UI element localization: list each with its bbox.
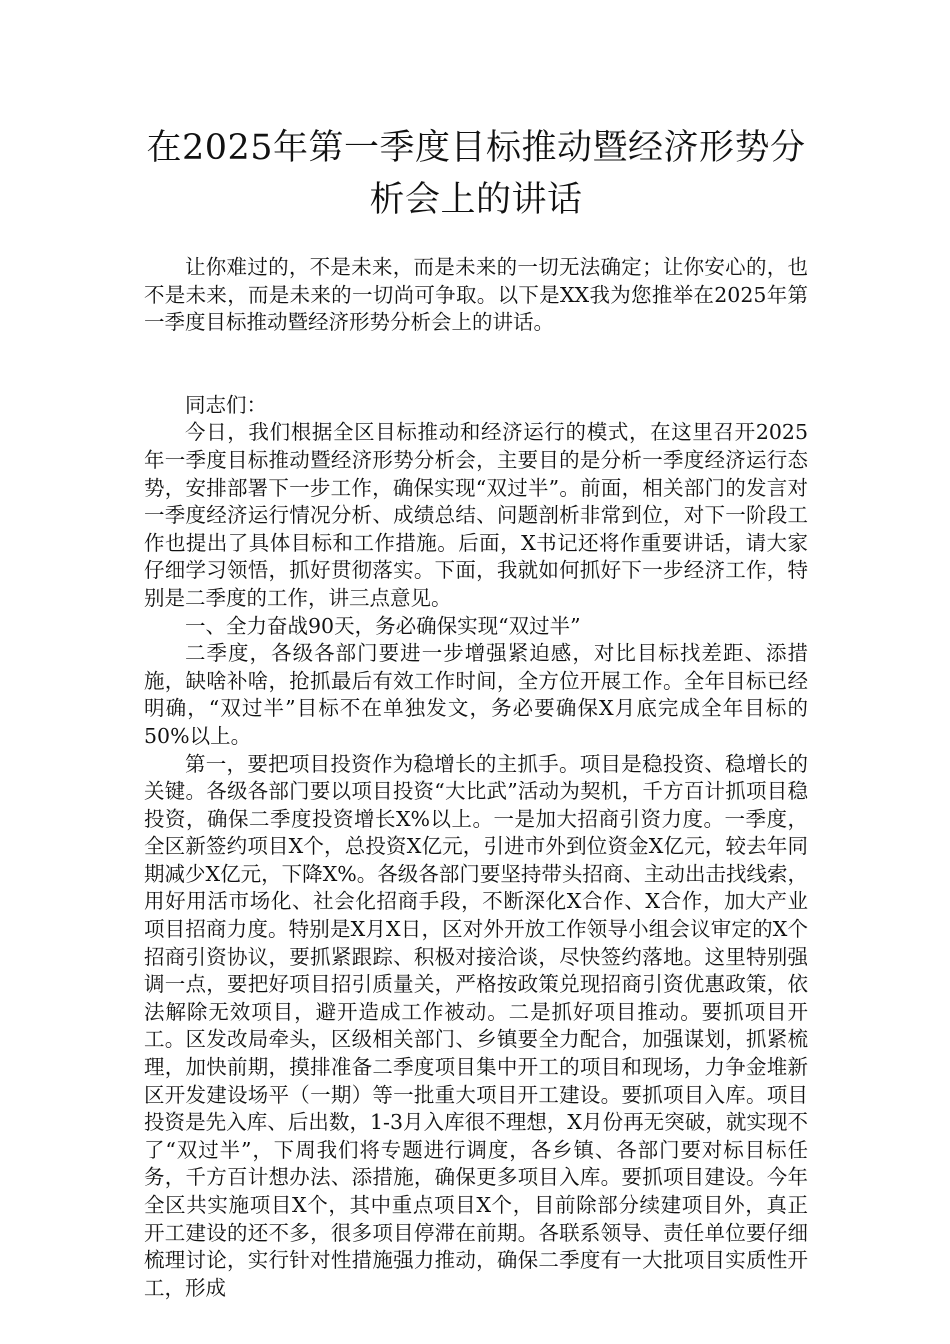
intro-paragraph: 让你难过的，不是未来，而是未来的一切无法确定；让你安心的，也不是未来，而是未来的一切尚可争取。以下是XX我为您推举在2025年第一季度目标推动暨经济形势分析会上的讲话。	[144, 255, 808, 335]
body-paragraph-2: 二季度，各级各部门要进一步增强紧迫感，对比目标找差距、添措施，缺啥补啥，抢抓最后有效工作时间，全方位开展工作。全年目标已经明确，“双过半”目标不在单独发文，务必要确保X月底完成全年目标的50%以上。	[144, 641, 808, 748]
section-heading-1: 一、全力奋战90天，务必确保实现“双过半”	[185, 613, 581, 638]
document-title: 在2025年第一季度目标推动暨经济形势分析会上的讲话	[146, 128, 806, 220]
body-paragraph-1: 今日，我们根据全区目标推动和经济运行的模式，在这里召开2025年一季度目标推动暨经济形势分析会，主要目的是分析一季度经济运行态势，安排部署下一步工作，确保实现“双过半”。前面，相关部门的发言对一季度经济运行情况分析、成绩总结、问题剖析非常到位，对下一阶段工作也提出了具体目标和工作措施。后面，X书记还将作重要讲话，请大家仔细学习领悟，抓好贯彻落实。下面，我就如何抓好下一步经济工作，特别是二季度的工作，讲三点意见。	[144, 420, 808, 610]
body-paragraph-3: 第一，要把项目投资作为稳增长的主抓手。项目是稳投资、稳增长的关键。各级各部门要以项目投资“大比武”活动为契机，千方百计抓项目稳投资，确保二季度投资增长X%以上。一是加大招商引资力度。一季度，全区新签约项目X个，总投资X亿元，引进市外到位资金X亿元，较去年同期减少X亿元，下降X%。各级各部门要坚持带头招商、主动出击找线索，用好用活市场化、社会化招商手段，不断深化X合作、X合作，加大产业项目招商力度。特别是X月X日，区对外开放工作领导小组会议审定的X个招商引资协议，要抓紧跟踪、积极对接洽谈，尽快签约落地。这里特别强调一点，要把好项目招引质量关，严格按政策兑现招商引资优惠政策，依法解除无效项目，避开造成工作被动。二是抓好项目推动。要抓项目开工。区发改局牵头，区级相关部门、乡镇要全力配合，加强谋划，抓紧梳理，加快前期，摸排准备二季度项目集中开工的项目和现场，力争金堆新区开发建设场平（一期）等一批重大项目开工建设。要抓项目入库。项目投资是先入库、后出数，1-3月入库很不理想，X月份再无突破，就实现不了“双过半”，下周我们将专题进行调度，各乡镇、各部门要对标目标任务，千方百计想办法、添措施，确保更多项目入库。要抓项目建设。今年全区共实施项目X个，其中重点项目X个，目前除部分续建项目外，真正开工建设的还不多，很多项目停滞在前期。各联系领导、责任单位要仔细梳理讨论，实行针对性措施强力推动，确保二季度有一大批项目实质性开工，形成	[144, 751, 808, 1300]
greeting-line: 同志们：	[185, 392, 267, 417]
document-page	[144, 0, 808, 1302]
